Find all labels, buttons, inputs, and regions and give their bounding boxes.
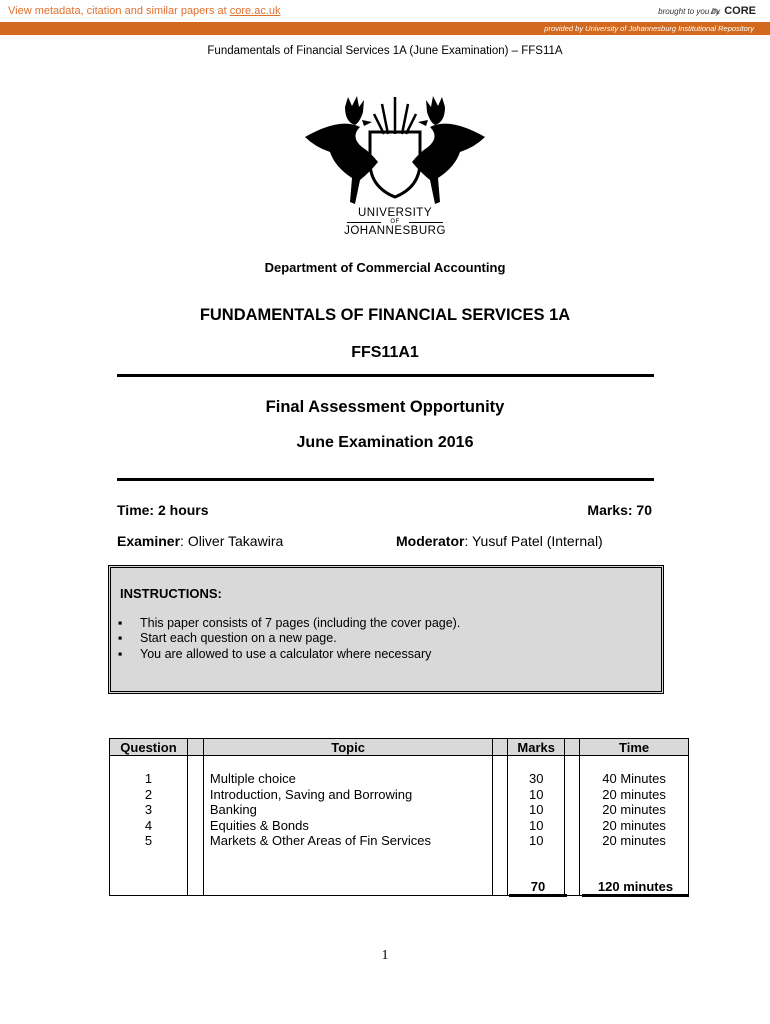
instruction-item: Start each question on a new page. xyxy=(140,631,337,645)
total-marks: Marks: 70 xyxy=(587,502,652,518)
time-allowed: Time: 2 hours xyxy=(117,502,209,518)
core-icon xyxy=(709,4,721,16)
header-marks: Marks xyxy=(508,739,565,756)
question-topic: Multiple choice xyxy=(209,771,296,786)
core-logo[interactable] xyxy=(709,4,756,17)
logo-university-text: UNIVERSITY xyxy=(357,207,432,219)
question-topic: Introduction, Saving and Borrowing xyxy=(209,786,413,802)
table-header-row xyxy=(110,739,689,756)
running-header: Fundamentals of Financial Services 1A (June Examination) – FFS11A xyxy=(207,45,563,57)
examiner xyxy=(117,533,283,549)
divider xyxy=(117,478,654,481)
instructions-title: INSTRUCTIONS: xyxy=(120,586,222,601)
question-number: 2 xyxy=(144,786,153,802)
examiner-value: : Oliver Takawira xyxy=(180,533,284,549)
total-marks-value: 70 xyxy=(530,879,546,894)
question-marks: 30 xyxy=(528,771,544,786)
bullet-icon: ▪ xyxy=(118,631,123,645)
total-underline xyxy=(509,894,567,897)
question-number: 5 xyxy=(144,833,153,849)
moderator xyxy=(396,533,603,549)
question-topic: Markets & Other Areas of Fin Services xyxy=(209,833,431,849)
moderator-label: Moderator xyxy=(396,533,465,549)
question-topic: Banking xyxy=(209,802,257,818)
core-metadata-text: View metadata, citation and similar papers at xyxy=(8,5,230,17)
core-metadata-link[interactable] xyxy=(8,5,281,17)
instruction-item: You are allowed to use a calculator where necessary xyxy=(140,647,432,661)
question-time: 20 minutes xyxy=(602,802,666,818)
total-time-value: 120 minutes xyxy=(597,879,674,894)
header-question: Question xyxy=(110,739,188,756)
core-provided-text[interactable]: provided by University of Johannesburg Institutional Repository xyxy=(544,24,754,33)
assessment-title: Final Assessment Opportunity xyxy=(265,398,505,416)
core-brand: CORE xyxy=(724,5,756,17)
core-brought-text: brought to you by xyxy=(658,7,720,16)
bullet-icon: ▪ xyxy=(118,647,123,661)
instructions-box xyxy=(108,565,664,694)
moderator-value: : Yusuf Patel (Internal) xyxy=(464,533,603,549)
examiner-label: Examiner xyxy=(117,533,181,549)
header-time: Time xyxy=(580,739,689,756)
divider xyxy=(117,374,654,377)
table-row xyxy=(110,756,689,896)
logo-johannesburg-text: JOHANNESBURG xyxy=(344,225,446,237)
course-title: FUNDAMENTALS OF FINANCIAL SERVICES 1A xyxy=(199,306,571,324)
total-underline xyxy=(582,894,689,897)
question-number: 3 xyxy=(144,802,153,818)
core-ac-uk-link[interactable]: core.ac.uk xyxy=(229,5,281,17)
core-banner xyxy=(0,0,770,22)
department: Department of Commercial Accounting xyxy=(264,260,506,275)
header-topic: Topic xyxy=(203,739,492,756)
question-marks: 10 xyxy=(528,817,544,833)
question-time: 20 minutes xyxy=(602,817,666,833)
question-time: 20 minutes xyxy=(602,833,666,849)
question-time: 40 Minutes xyxy=(602,771,666,786)
question-number: 1 xyxy=(144,771,153,786)
question-marks: 10 xyxy=(528,833,544,849)
question-marks: 10 xyxy=(528,786,544,802)
university-logo xyxy=(300,92,490,242)
uj-birds-emblem-icon xyxy=(300,92,490,207)
question-marks: 10 xyxy=(528,802,544,818)
logo-of-text: OF xyxy=(390,219,400,225)
question-time: 20 minutes xyxy=(602,786,666,802)
course-code: FFS11A1 xyxy=(351,344,419,361)
question-number: 4 xyxy=(144,817,153,833)
exam-title: June Examination 2016 xyxy=(296,434,474,451)
bullet-icon: ▪ xyxy=(118,616,123,630)
page-number: 1 xyxy=(381,948,389,963)
question-table xyxy=(109,738,689,896)
instruction-item: This paper consists of 7 pages (including the cover page). xyxy=(140,616,461,630)
question-topic: Equities & Bonds xyxy=(209,817,309,833)
